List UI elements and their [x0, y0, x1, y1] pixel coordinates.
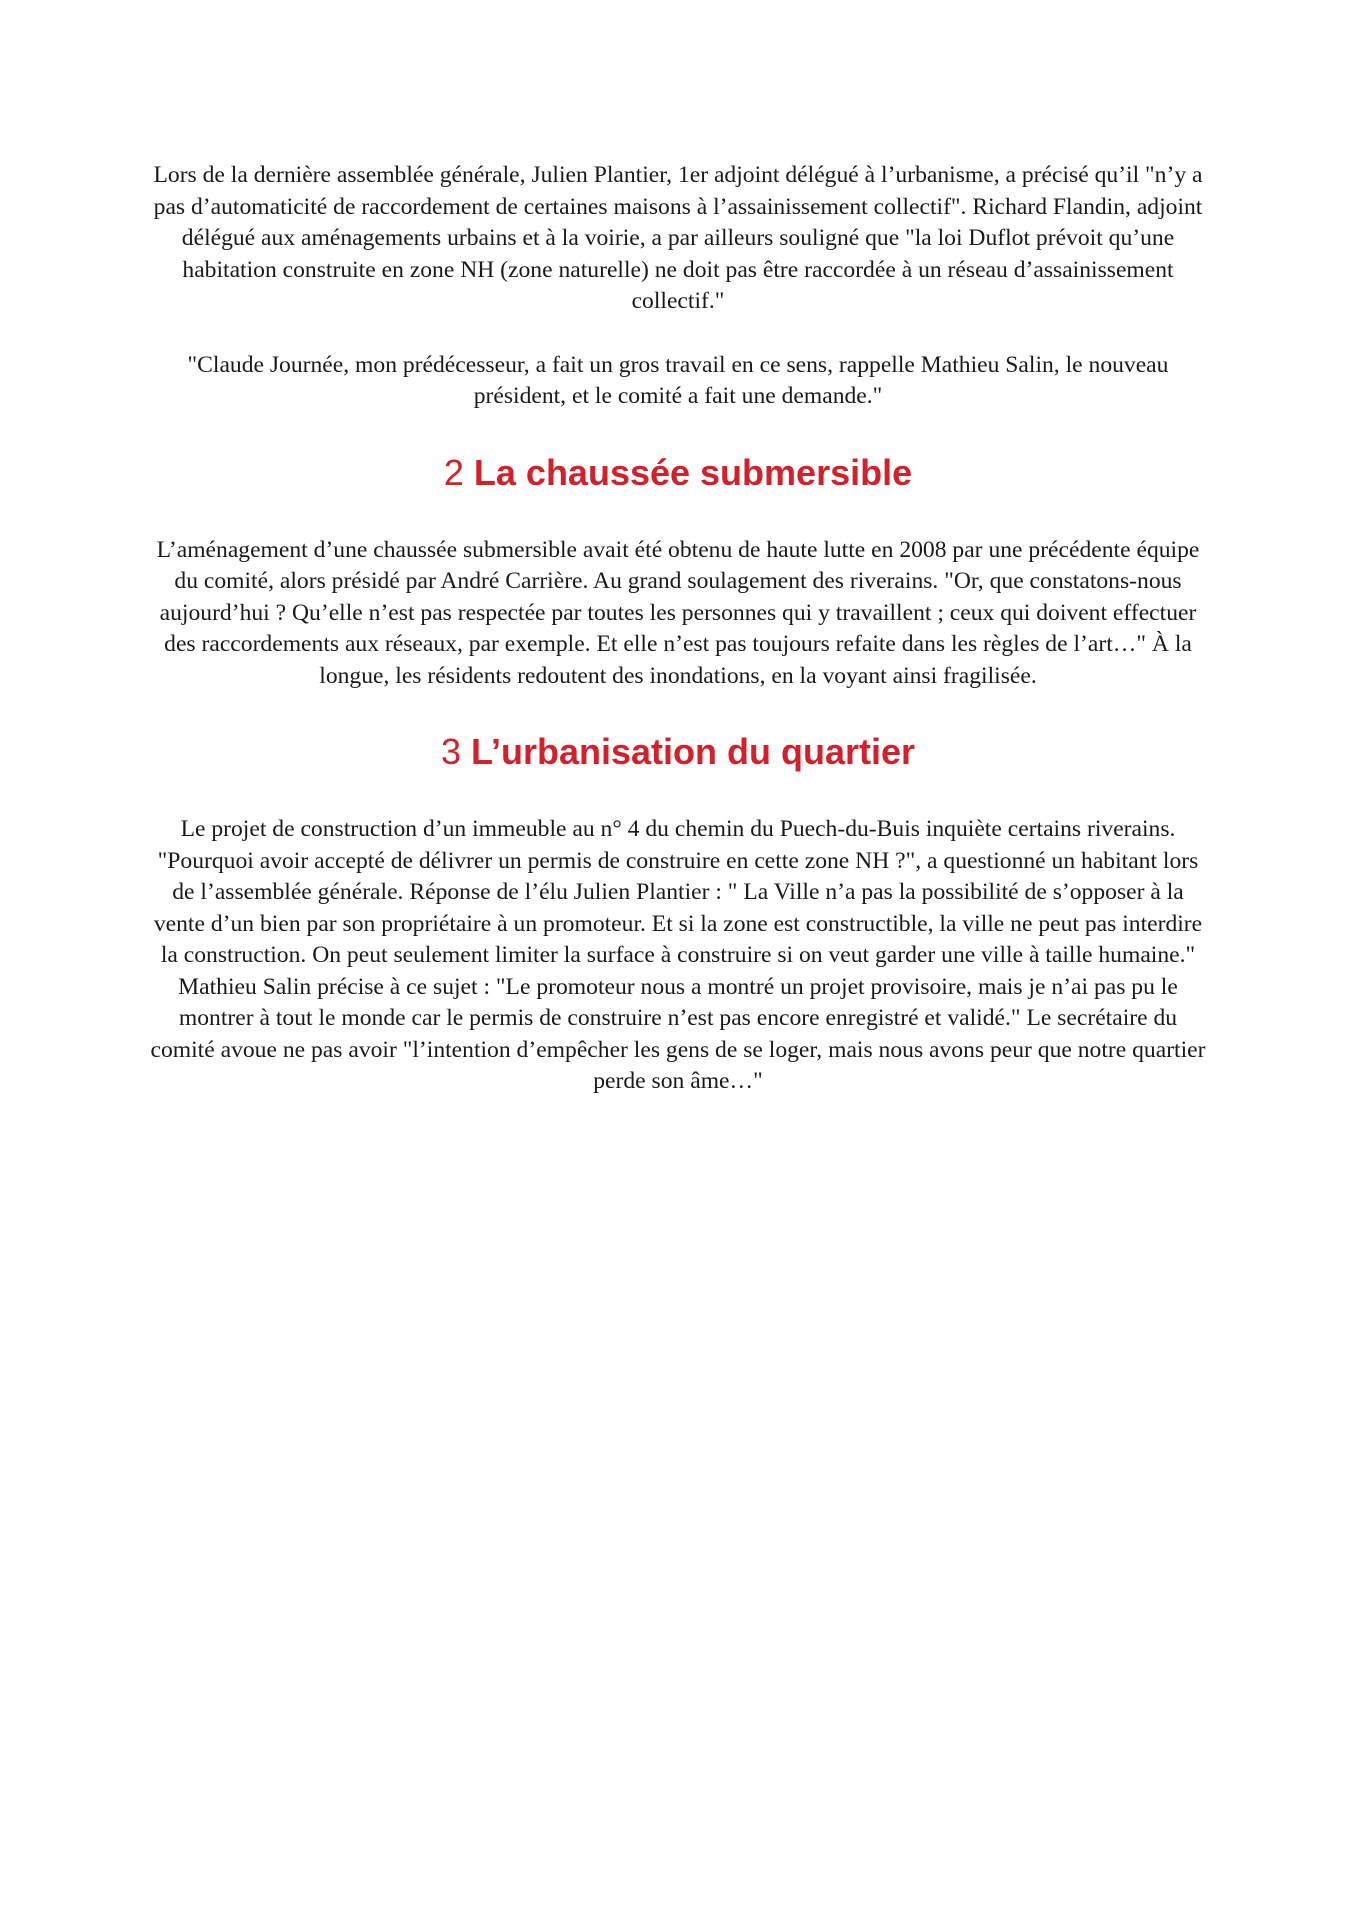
- section-number: 2: [443, 451, 464, 493]
- paragraph-quote-president: "Claude Journée, mon prédécesseur, a fait un gros travail en ce sens, rappelle Mathieu Salin, le nouveau président, et le comité a fait une demande.": [187, 351, 1169, 409]
- section-heading-urbanisation: [150, 730, 1206, 774]
- section-heading-chaussee: [150, 451, 1206, 495]
- section-title: La chaussée submersible: [473, 451, 913, 493]
- section-title: L’urbanisation du quartier: [471, 731, 916, 772]
- paragraph-chaussee: L’aménagement d’une chaussée submersible avait été obtenu de haute lutte en 2008 par une précédente équipe du comité, alors présidé par André Carrière. Au grand soulagement des riverains. "Or, que constatons-nous aujourd’hui ? Qu’elle n’est pas respectée par toutes les personnes qui y travaillent ; ceux qui doivent effectuer des raccordements aux réseaux, par exemple. Et elle n’est pas toujours refaite dans les règles de l’art…" À la longue, les résidents redoutent des inondations, en la voyant ainsi fragilisée.: [156, 536, 1200, 689]
- document-page: [150, 160, 1206, 1098]
- paragraph-assainissement: Lors de la dernière assemblée générale, Julien Plantier, 1er adjoint délégué à l’urbanisme, a précisé qu’il "n’y a pas d’automaticité de raccordement de certaines maisons à l’assainissement collectif". Richard Flandin, adjoint délégué aux aménagements urbains et à la voirie, a par ailleurs souligné que "la loi Duflot prévoit qu’une habitation construite en zone NH (zone naturelle) ne doit pas être raccordée à un réseau d’assainissement collectif.": [153, 162, 1203, 314]
- paragraph-urbanisation: Le projet de construction d’un immeuble au n° 4 du chemin du Puech-du-Buis inquiète certains riverains. "Pourquoi avoir accepté de délivrer un permis de construire en cette zone NH ?", a questionné un habitant lors de l’assemblée générale. Réponse de l’élu Julien Plantier : " La Ville n’a pas la possibilité de s’opposer à la vente d’un bien par son propriétaire à un promoteur. Et si la zone est constructible, la ville ne peut pas interdire la construction. On peut seulement limiter la surface à construire si on veut garder une ville à taille humaine." Mathieu Salin précise à ce sujet : "Le promoteur nous a montré un projet provisoire, mais je n’ai pas pu le montrer à tout le monde car le permis de construire n’est pas encore enregistré et validé." Le secrétaire du comité avoue ne pas avoir "l’intention d’empêcher les gens de se loger, mais nous avons peur que notre quartier perde son âme…": [150, 816, 1206, 1094]
- section-number: 3: [440, 731, 461, 772]
